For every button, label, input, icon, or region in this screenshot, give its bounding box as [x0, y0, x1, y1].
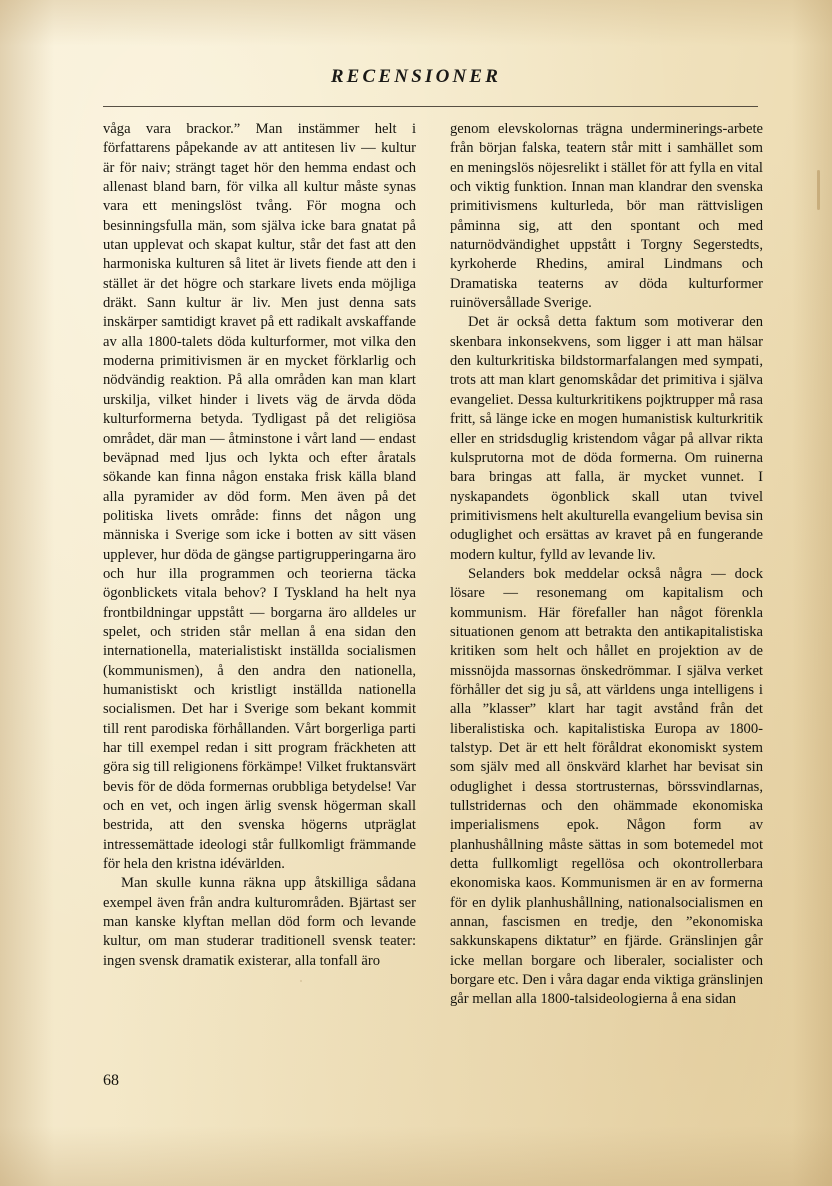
- paragraph: våga vara brackor.” Man instämmer helt i författarens påpekande av att antitesen liv — kultur är för naiv; strängt taget hör den hemma endast och allenast bland barn, för vilka all kultur måste synas vara ett meningslöst tvång. För mogna och besinningsfulla män, som själva icke bara gnatat på utan upplevat och skapat kultur, står det fast att den harmoniska kulturen så litet är livets fiende att den i stället är det högre och starkare livets enda möjliga dräkt. Sann kultur är liv. Men just denna sats inskärper samtidigt kravet på ett radikalt avskaffande av alla 1800-talets döda kulturformer, mot vilka den moderna primitivismen är en mycket förklarlig och nödvändig reaktion. På alla områden kan man klart urskilja, vilket hinder i livets väg de ärvda döda kulturformerna betyda. Tydligast på det religiösa området, där man — åtminstone i vårt land — endast beväpnad med ljus och lykta och efter åratals sökande kan finna någon enstaka frisk källa bland alla pyramider av död form. Men även på det politiska livets område: finns det någon ung människa i Sverige som icke i botten av sitt väsen upplever, hur döda de gängse partigrupperingarna äro och hur illa programmen och teorierna täcka ögonblickets vitala behov? I Tyskland ha helt nya frontbildningar uppstått — borgarna äro alldeles ur spelet, och striden står mellan å ena sidan den internationella, materialistiskt inställda socialismen (kommunismen), å den andra den nationella, humanistiskt och kristligt inställda nationella socialismen. Det har i Sverige som bekant kommit till rent parodiska förhållanden. Vårt borgerliga parti har till exempel redan i sitt program fräckheten att göra sig till religionens förkämpe! Vilket fruktansvärt bevis för de döda formernas orubbliga betydelse! Var och en vet, och ingen ärlig svensk högerman skall bestrida, att den svenska högerns utpräglat intressemättade ideologi står fullkomligt främmande för hela den kristna idévärlden.: [103, 121, 416, 873]
- page-number: 68: [103, 1072, 119, 1089]
- page-edge-shading-bottom: [0, 1126, 832, 1186]
- right-column: [450, 120, 763, 1010]
- paragraph: Man skulle kunna räkna upp åtskilliga sådana exempel även från andra kulturområden. Bjärtast ser man kanske klyftan mellan död form och levande kultur, om man studerar traditionell svensk teater: ingen svensk dramatik existerar, alla tonfall äro: [103, 875, 416, 969]
- paragraph: Selanders bok meddelar också några — dock lösare — resonemang om kapitalism och kommunism. Här förefaller han något förenkla situationen genom att betrakta den antikapitalistiska kritiken som helt och hållet en projektion av de missnöjda massornas önskedrömmar. I själva verket förhåller det sig ju så, att världens unga intelligens i alla ”klasser” klart har tagit avstånd från det liberalistiska och. kapitalistiska Europa av 1800-talstyp. Det är ett helt föråldrat ekonomiskt system som själv med all önskvärd klarhet har bevisat sin oduglighet i dessa stortrusternas, börssvindlarnas, tullstridernas och den ohämmade ekonomiska imperialismens epok. Någon form av planhushållning måste sättas in som botemedel mot detta fullkomligt regellösa och okontrollerbara ekonomiska kaos. Kommunismen är en av formerna för en dylik planhushållning, nationalsocialismen en annan, fascismen en tredje, den ”ekonomiska sakkunskapens diktatur” en fjärde. Gränslinjen går icke mellan borgare och liberaler, socialister och borgare etc. Den i våra dagar enda viktiga gränslinjen går mellan alla 1800-talsideologierna å ena sidan: [450, 565, 763, 1008]
- paragraph: genom elevskolornas trägna underminerings-arbete från början falska, teatern står mitt i samhället som en meningslös nöjesrelikt i stället för att fylla en vital och viktig funktion. Innan man klandrar den svenska primitivismens kulturleda, bör man rättvisligen påminna sig, att den spontant och med naturnödvändighet uppstått i Torgny Segerstedts, kyrkoherde Rhedins, amiral Lindmans och Dramatiska teaterns av döda kulturformer ruinöversållade Sverige.: [450, 121, 763, 312]
- paragraph: Det är också detta faktum som motiverar den skenbara inkonsekvens, som ligger i att man hälsar den kulturkritiska bildstormarfalangen med sympati, trots att man klart genomskådar det primitiva i själva evangeliet. Dessa kulturkritikens pojktrupper må rasa fritt, så länge icke en mogen humanistisk kulturkritik eller en stridsduglig kristendom vågar på allvar rikta kulsprutorna mot de döda formerna. Om ruinerna bara bringas att falla, är mycket vunnet. I nyskapandets ögonblick skall utan tvivel primitivismens helt akulturella evangelium bevisa sin oduglighet och ersättas av kravet på en fungerande modern kultur, fylld av levande liv.: [450, 314, 763, 563]
- header-rule: [103, 106, 758, 107]
- page-edge-shading-left: [0, 0, 54, 1186]
- page-edge-shading-right: [792, 0, 832, 1186]
- running-head: RECENSIONER: [330, 66, 502, 87]
- page-edge-shading-top: [0, 0, 832, 46]
- left-column: [103, 120, 416, 1010]
- text-columns: [103, 120, 763, 1010]
- page-fold-mark: [817, 170, 820, 210]
